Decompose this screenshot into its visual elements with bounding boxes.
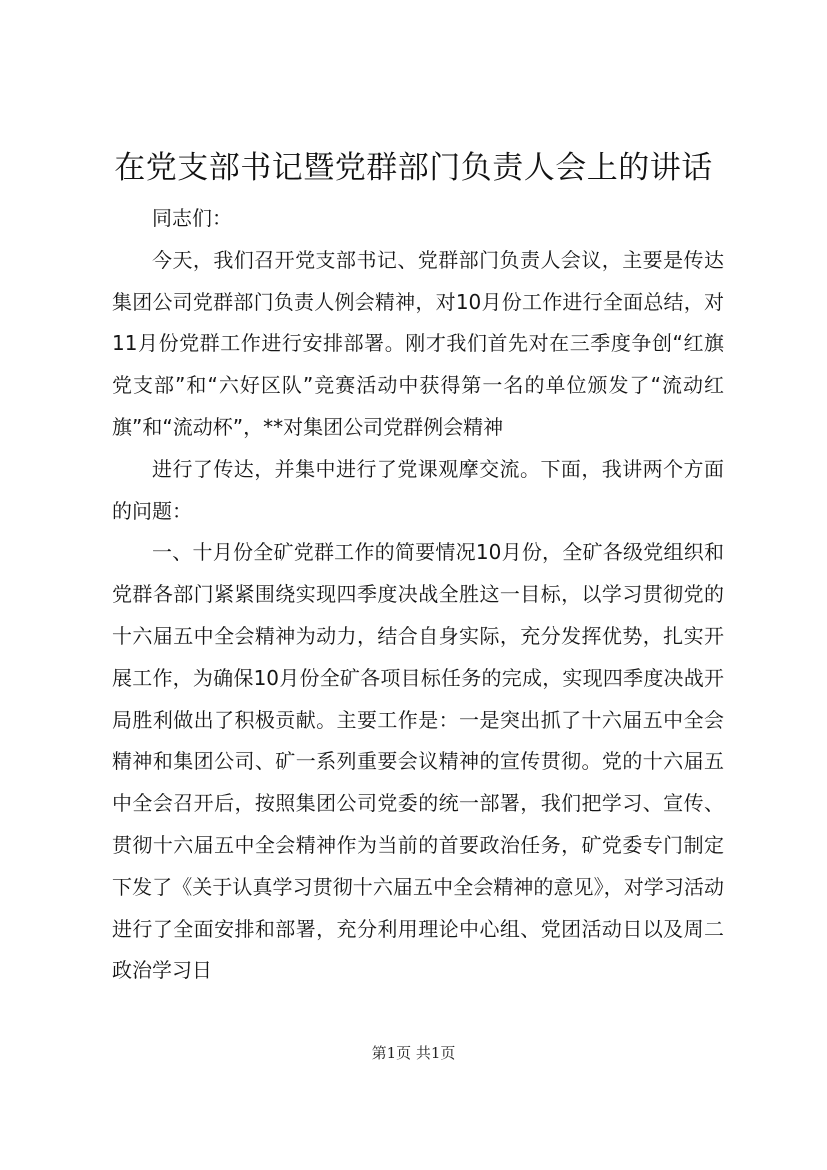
salutation-paragraph: 同志们：: [152, 206, 232, 230]
body-paragraph: 一、十月份全矿党群工作的简要情况10月份，全矿各级党组织和党群各部门紧紧围绕实现四季度决战全胜这一目标，以学习贯彻党的十六届五中全会精神为动力，结合自身实际，充分发挥优势，扎实开展工作，为确保10月份全矿各项目标任务的完成，实现四季度决战开局胜利做出了积极贡献。主要工作是：一是突出抓了十六届五中全会精神和集团公司、矿一系列重要会议精神的宣传贯彻。党的十六届五中全会召开后，按照集团公司党委的统一部署，我们把学习、宣传、贯彻十六届五中全会精神作为当前的首要政治任务，矿党委专门制定下发了《关于认真学习贯彻十六届五中全会精神的意见》，对学习活动进行了全面安排和部署，充分利用理论中心组、党团活动日以及周二政治学习日: [112, 540, 724, 983]
document-body: [112, 198, 724, 992]
body-paragraph: 进行了传达，并集中进行了党课观摩交流。下面，我讲两个方面的问题：: [112, 456, 724, 523]
body-paragraph: 今天，我们召开党支部书记、党群部门负责人会议，主要是传达集团公司党群部门负责人例会精神，对10月份工作进行全面总结，对11月份党群工作进行安排部署。刚才我们首先对在三季度争创“红旗党支部”和“六好区队”竞赛活动中获得第一名的单位颁发了“流动红旗”和“流动杯”，**对集团公司党群例会精神: [112, 247, 724, 439]
page-footer: 第1页 共1页: [371, 1044, 456, 1062]
document-title: 在党支部书记暨党群部门负责人会上的讲话: [114, 150, 713, 186]
